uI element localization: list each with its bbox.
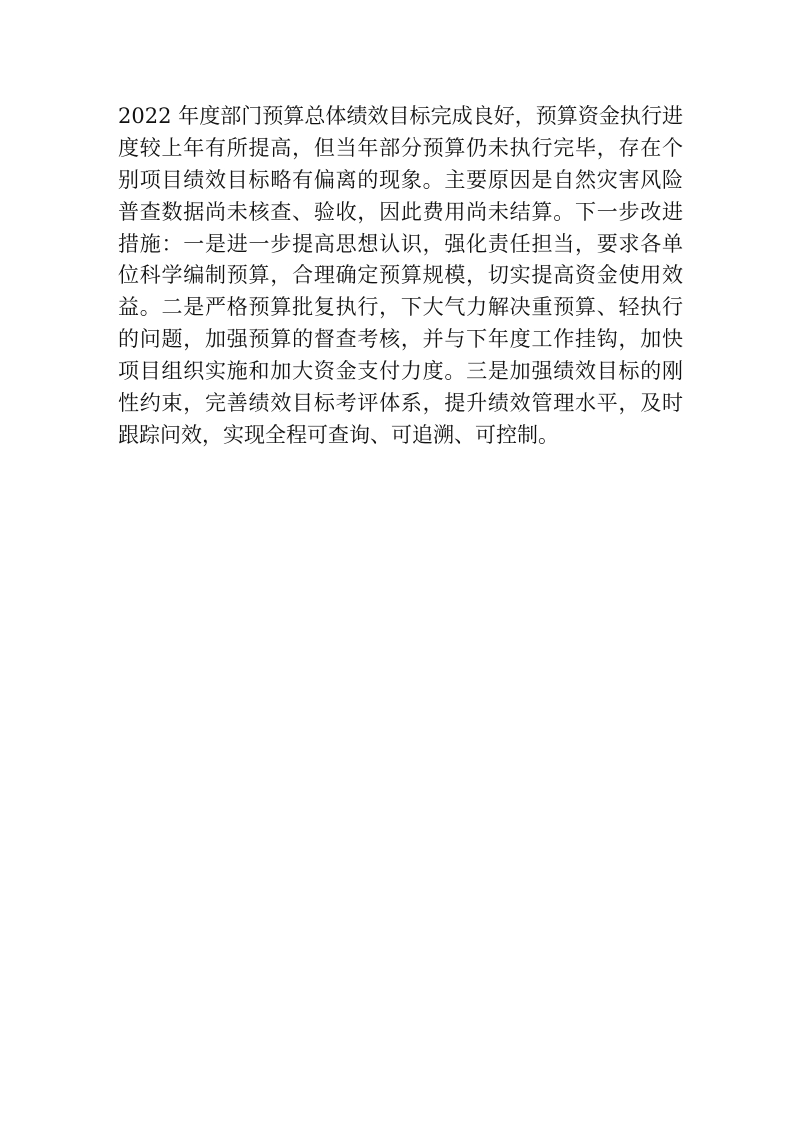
paragraph-line-6: 位科学编制预算，合理确定预算规模，切实提高资金使用效 — [118, 263, 683, 288]
paragraph-line-4: 普查数据尚未核查、验收，因此费用尚未结算。下一步改进 — [118, 199, 683, 224]
paragraph-line-2: 度较上年有所提高，但当年部分预算仍未执行完毕，存在个 — [118, 135, 683, 160]
paragraph-line-5: 措施：一是进一步提高思想认识，强化责任担当，要求各单 — [118, 231, 683, 256]
paragraph-line-9: 项目组织实施和加大资金支付力度。三是加强绩效目标的刚 — [118, 359, 683, 384]
paragraph-line-8: 的问题，加强预算的督查考核，并与下年度工作挂钩，加快 — [118, 327, 683, 352]
paragraph-line-3: 别项目绩效目标略有偏离的现象。主要原因是自然灾害风险 — [118, 167, 683, 192]
paragraph-line-11: 跟踪问效，实现全程可查询、可追溯、可控制。 — [118, 422, 559, 447]
body-paragraph — [118, 101, 683, 452]
paragraph-line-7: 益。二是严格预算批复执行，下大气力解决重预算、轻执行 — [118, 295, 683, 320]
paragraph-line-10: 性约束，完善绩效目标考评体系，提升绩效管理水平，及时 — [118, 391, 683, 416]
paragraph-line-1: 2022 年度部门预算总体绩效目标完成良好，预算资金执行进 — [118, 104, 683, 128]
